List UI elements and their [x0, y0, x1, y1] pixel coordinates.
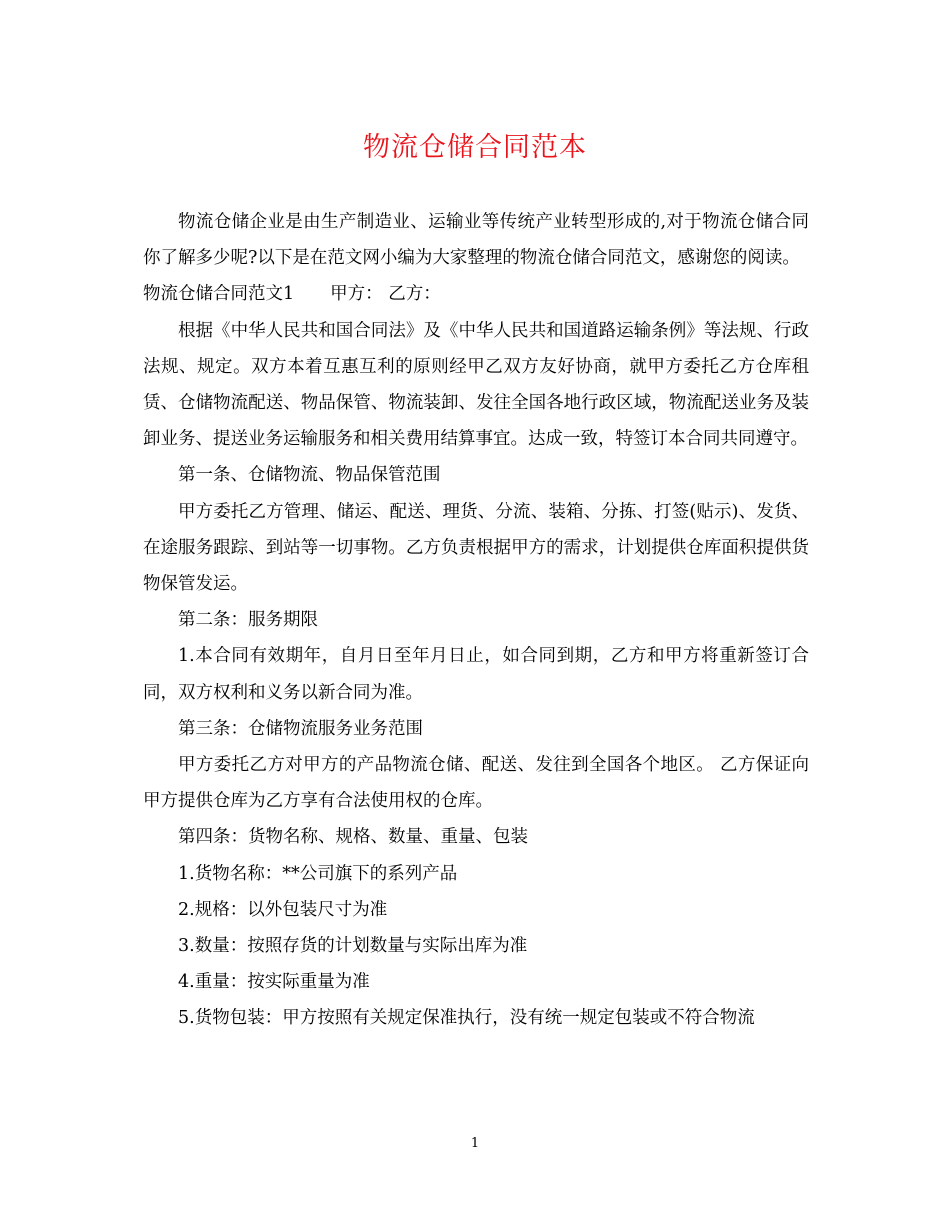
article-3-heading: 第三条：仓储物流服务业务范围: [178, 718, 423, 739]
paragraph-preamble: 根据《中华人民共和国合同法》及《中华人民共和国道路运输条例》等法规、行政法规、规定。双方本着互惠互利的原则经甲乙双方友好协商，就甲方委托乙方仓库租赁、仓储物流配送、物品保管、物流装卸、发往全国各地行政区域，物流配送业务及装卸业务、提送业务运输服务和相关费用结算事宜。达成一致，特签订本合同共同遵守。: [143, 320, 809, 450]
article-1-heading: 第一条、仓储物流、物品保管范围: [178, 465, 441, 486]
article-3-body: 甲方委托乙方对甲方的产品物流仓储、配送、发往到全国各个地区。 乙方保证向甲方提供仓库为乙方享有合法使用权的仓库。: [143, 755, 809, 812]
article-4-item-5: 5.货物包装：甲方按照有关规定保准执行，没有统一规定包装或不符合物流: [178, 1008, 755, 1029]
document-body: [143, 204, 809, 1037]
article-4-item-3: 3.数量：按照存货的计划数量与实际出库为准: [178, 936, 528, 957]
party-b-label: 乙方：: [388, 284, 441, 305]
article-4-heading: 第四条：货物名称、规格、数量、重量、包装: [178, 827, 528, 848]
document-title: 物流仓储合同范本: [363, 132, 587, 163]
article-4-item-2: 2.规格：以外包装尺寸为准: [178, 899, 388, 920]
paragraph-intro: 物流仓储企业是由生产制造业、运输业等传统产业转型形成的,对于物流仓储合同你了解多少呢?以下是在范文网小编为大家整理的物流仓储合同范文，感谢您的阅读。: [143, 212, 809, 269]
article-2-body: 1.本合同有效期年，自月日至年月日止，如合同到期，乙方和甲方将重新签订合同，双方权利和义务以新合同为准。: [143, 646, 809, 703]
article-1-body: 甲方委托乙方管理、储运、配送、理货、分流、装箱、分拣、打签(贴示)、发货、在途服务跟踪、到站等一切事物。乙方负责根据甲方的需求，计划提供仓库面积提供货物保管发运。: [143, 501, 809, 595]
article-2-heading: 第二条：服务期限: [178, 610, 318, 631]
article-4-item-4: 4.重量：按实际重量为准: [178, 972, 370, 993]
article-4-item-1: 1.货物名称：**公司旗下的系列产品: [178, 863, 458, 884]
paragraph-contract-heading: [143, 276, 809, 312]
party-a-label: 甲方：: [330, 284, 383, 305]
page-number: 1: [470, 1136, 480, 1151]
contract-sample-label: 物流仓储合同范文1: [143, 284, 295, 305]
